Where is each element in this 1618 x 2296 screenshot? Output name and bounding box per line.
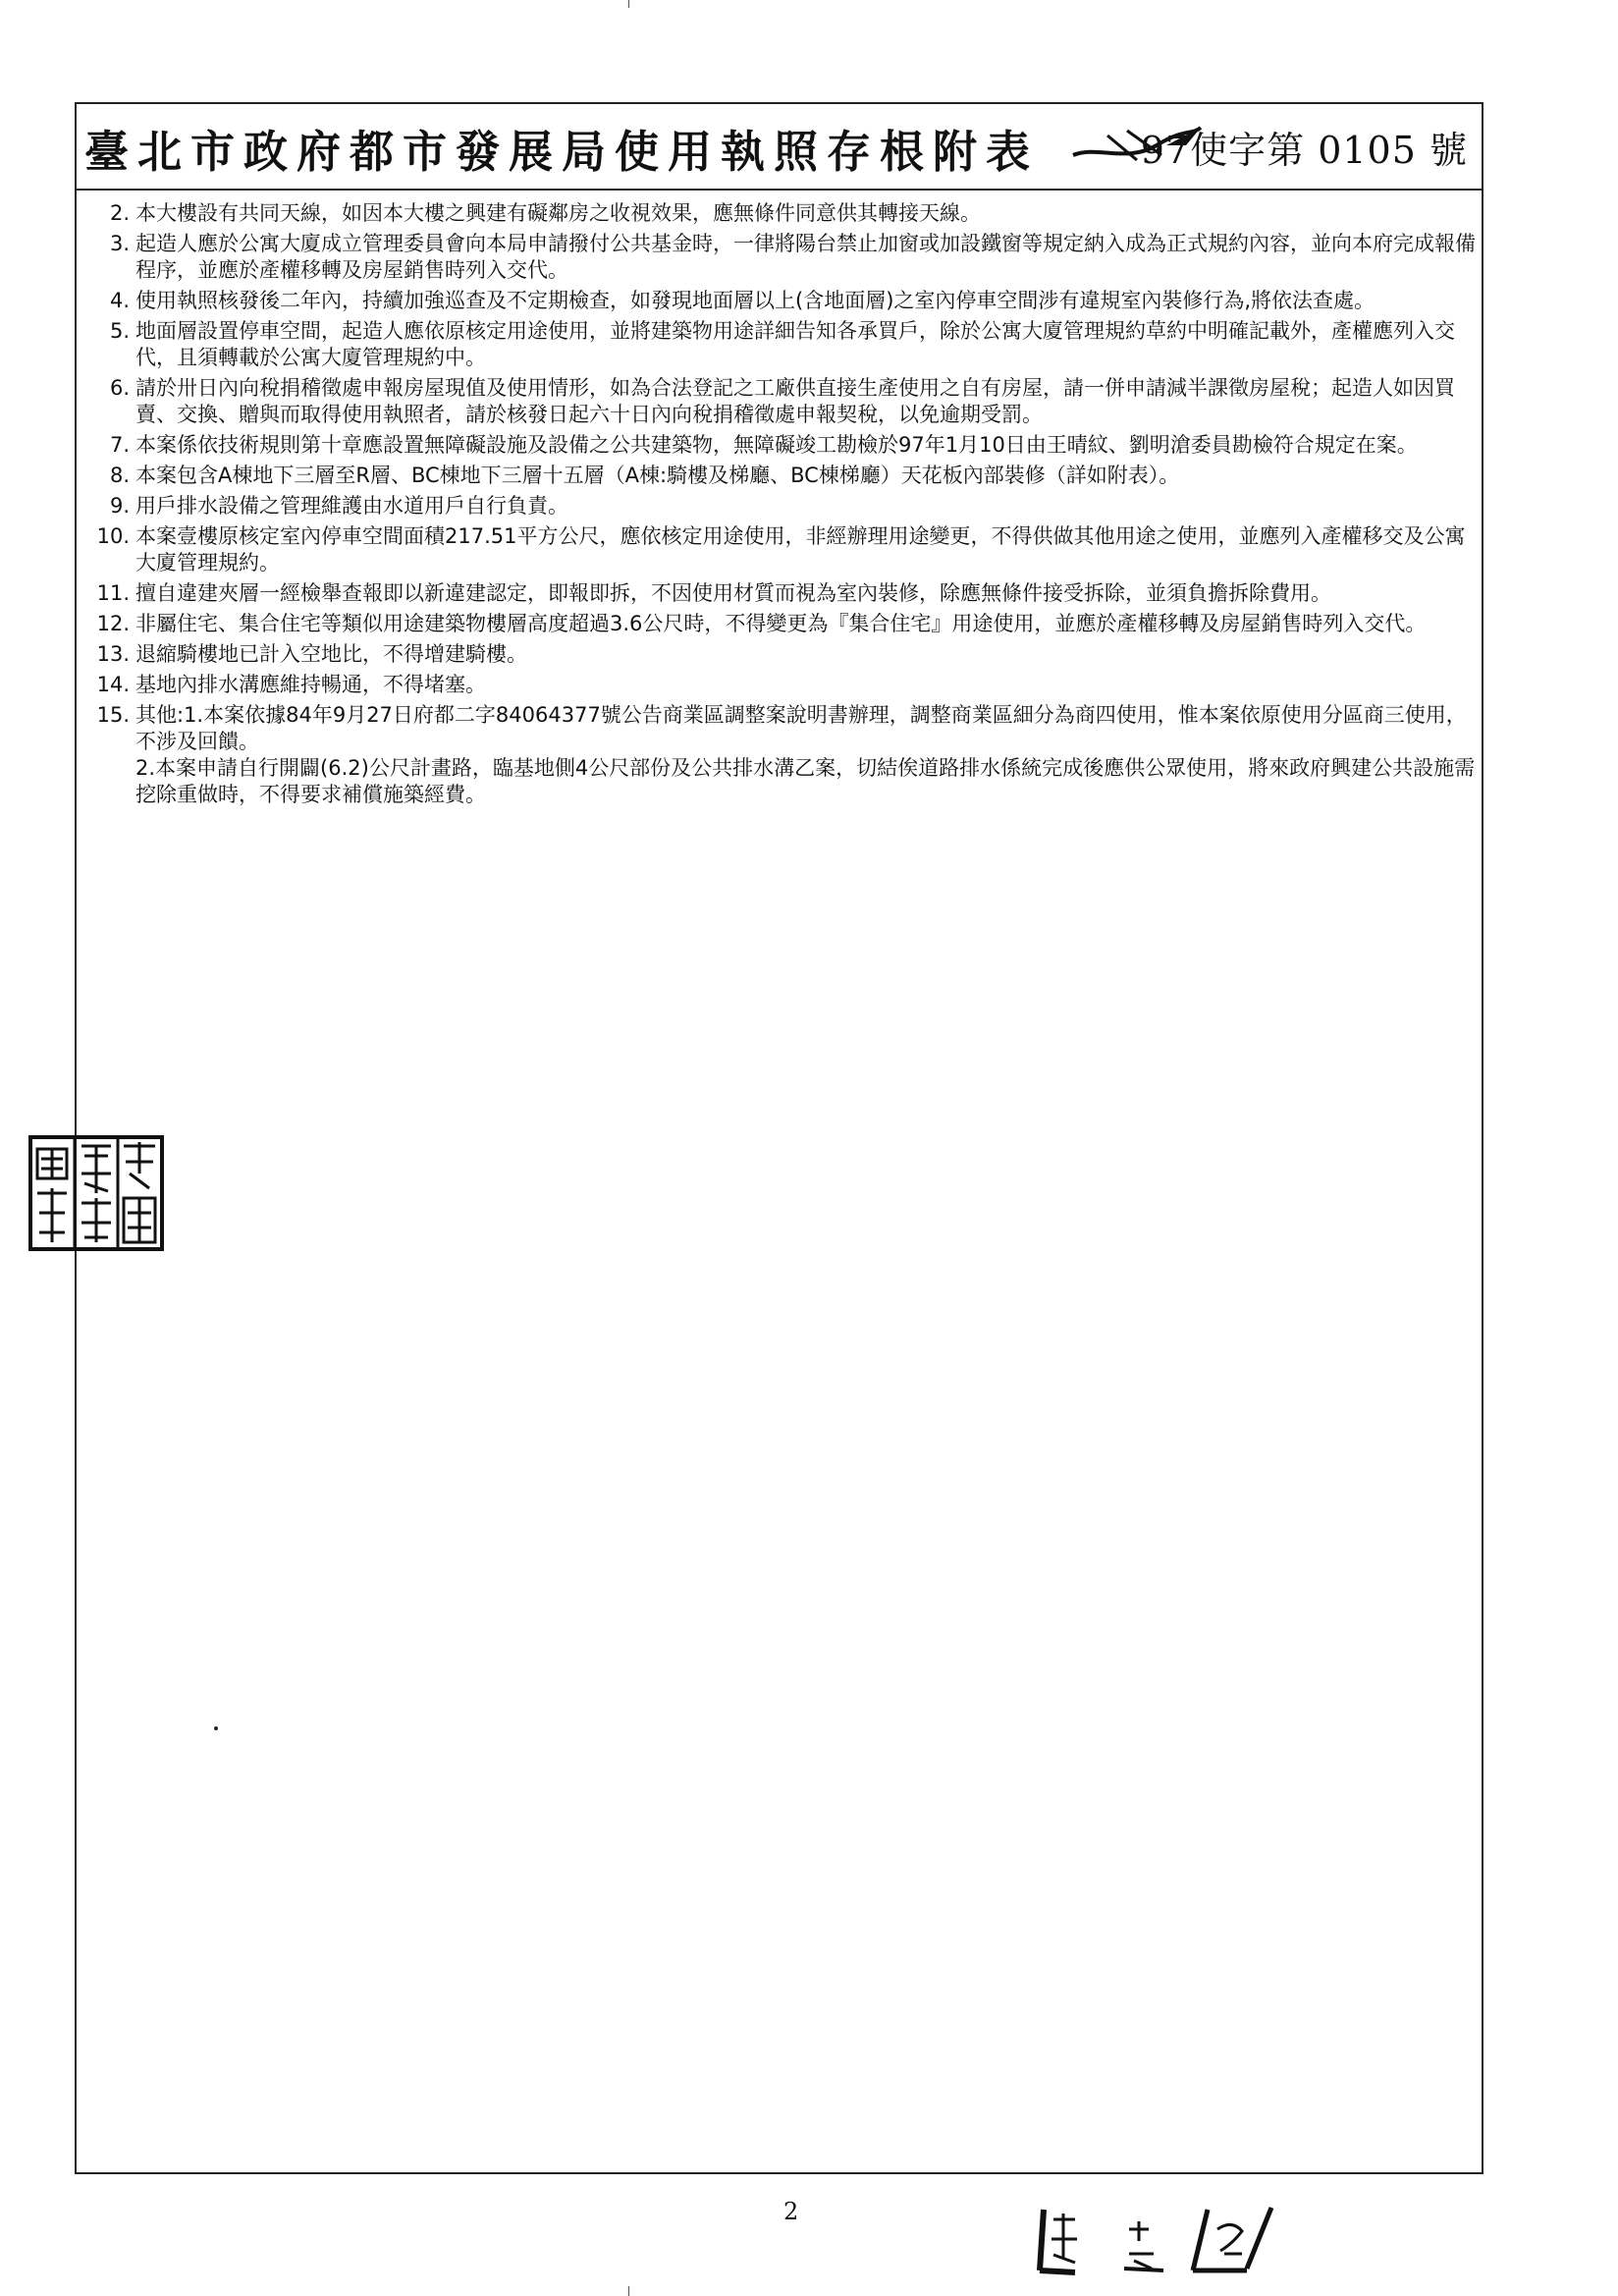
clause-subtext: 2.本案申請自行開闢(6.2)公尺計畫路，臨基地側4公尺部份及公共排水溝乙案，切結俟道路排水係統完成後應供公眾使用，將來政府興建公共設施需挖除重做時，不得要求補償施築經費。 (135, 756, 1476, 806)
clause-text: 基地內排水溝應維持暢通，不得堵塞。 (135, 673, 486, 696)
clause-text: 退縮騎樓地已計入空地比，不得增建騎樓。 (135, 642, 527, 666)
clause-item (94, 432, 1479, 459)
clause-number: 9. (109, 494, 130, 518)
clause-item (94, 523, 1479, 576)
clause-text: 地面層設置停車空間，起造人應依原核定用途使用，並將建築物用途詳細告知各承買戶，除於公寓大廈管理規約草約中明確記載外，產權應列入交代，且須轉載於公寓大廈管理規約中。 (135, 319, 1455, 369)
clause-item (94, 580, 1479, 607)
clause-number: 5. (109, 319, 130, 343)
clause-item (94, 288, 1479, 314)
clause-item (94, 702, 1479, 808)
document-title: 臺北市政府都市發展局使用執照存根附表 (84, 126, 1040, 178)
clause-number: 15. (96, 703, 130, 727)
corner-seal-stamp (1036, 2200, 1281, 2278)
clause-text: 本案包含A棟地下三層至R層、BC棟地下三層十五層（A棟:騎樓及梯廳、BC棟梯廳）天花板內部裝修（詳如附表）。 (135, 464, 1180, 487)
clause-number: 7. (109, 433, 130, 457)
permit-number: 97使字第 0105 號 (1140, 129, 1468, 172)
clause-number: 10. (96, 524, 130, 548)
clause-item (94, 641, 1479, 668)
clause-text: 起造人應於公寓大廈成立管理委員會向本局申請撥付公共基金時，一律將陽台禁止加窗或加設鐵窗等規定納入成為正式規約內容，並向本府完成報備程序，並應於產權移轉及房屋銷售時列入交代。 (135, 232, 1476, 282)
page-number: 2 (783, 2198, 799, 2225)
clause-number: 8. (109, 464, 130, 487)
clause-item (94, 231, 1479, 284)
clause-item (94, 318, 1479, 371)
clause-number: 11. (96, 581, 130, 605)
clause-item (94, 463, 1479, 489)
clause-item (94, 375, 1479, 428)
top-margin-mark (628, 0, 629, 8)
clause-item (94, 672, 1479, 698)
clause-text: 本案係依技術規則第十章應設置無障礙設施及設備之公共建築物，無障礙竣工勘檢於97年1月10日由王晴紋、劉明滄委員勘檢符合規定在案。 (135, 433, 1418, 457)
clause-number: 13. (96, 642, 130, 666)
clause-text: 本案壹樓原核定室內停車空間面積217.51平方公尺，應依核定用途使用，非經辦理用途變更，不得供做其他用途之使用，並應列入產權移交及公寓大廈管理規約。 (135, 524, 1466, 574)
clause-number: 12. (96, 612, 130, 635)
clause-item (94, 493, 1479, 519)
bottom-margin-mark (628, 2286, 629, 2296)
seal-stamp (27, 1134, 165, 1252)
document-header (77, 104, 1482, 191)
clause-number: 6. (109, 376, 130, 400)
clause-number: 14. (96, 673, 130, 696)
clause-text: 非屬住宅、集合住宅等類似用途建築物樓層高度超過3.6公尺時，不得變更為『集合住宅』用途使用，並應於產權移轉及房屋銷售時列入交代。 (135, 612, 1427, 635)
clause-number: 4. (109, 289, 130, 312)
clause-text: 其他:1.本案依據84年9月27日府都二字84064377號公告商業區調整案說明書辦理，調整商業區細分為商四使用，惟本案依原使用分區商三使用，不涉及回饋。 (135, 703, 1467, 753)
clause-number: 3. (109, 232, 130, 255)
clause-list (94, 200, 1479, 812)
clause-item (94, 200, 1479, 227)
clause-item (94, 611, 1479, 637)
clause-text: 本大樓設有共同天線，如因本大樓之興建有礙鄰房之收視效果，應無條件同意供其轉接天線。 (135, 201, 981, 225)
clause-text: 請於卅日內向稅捐稽徵處申報房屋現值及使用情形，如為合法登記之工廠供直接生產使用之自有房屋，請一併申請減半課徵房屋稅；起造人如因買賣、交換、贈與而取得使用執照者，請於核發日起六十日內向稅捐稽徵處申報契稅，以免逾期受罰。 (135, 376, 1455, 426)
scan-speck (214, 1726, 218, 1730)
document-frame (75, 102, 1483, 2174)
clause-text: 用戶排水設備之管理維護由水道用戶自行負責。 (135, 494, 568, 518)
clause-text: 擅自違建夾層一經檢舉查報即以新違建認定，即報即拆，不因使用材質而視為室內裝修，除應無條件接受拆除，並須負擔拆除費用。 (135, 581, 1331, 605)
clause-number: 2. (109, 201, 130, 225)
clause-text: 使用執照核發後二年內，持續加強巡查及不定期檢查，如發現地面層以上(含地面層)之室內停車空間涉有違規室內裝修行為,將依法查處。 (135, 289, 1375, 312)
